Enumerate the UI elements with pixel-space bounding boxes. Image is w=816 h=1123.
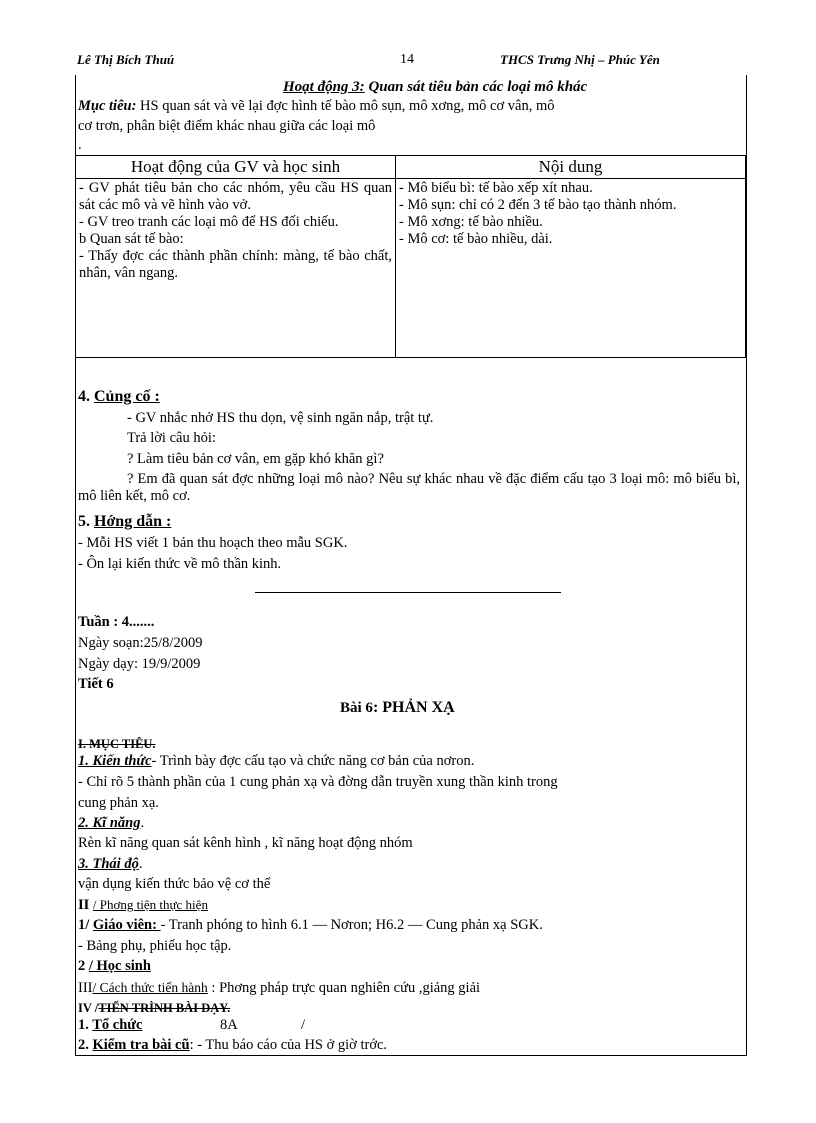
skill-dot: .	[140, 815, 145, 831]
org-slash: /	[301, 1017, 306, 1033]
student-label: / Học sinh	[88, 958, 151, 974]
content-line: - Mô xơng: tế bào nhiều.	[399, 214, 543, 230]
teacher-text: - Tranh phóng to hình 6.1 — Nơron; H6.2 — Cung phản xạ SGK.	[160, 917, 543, 933]
process-heading	[78, 1000, 230, 1017]
lesson-title-rest: : PHẢN XẠ	[372, 699, 455, 716]
attitude-text: vận dụng kiến thức bảo vệ cơ thể	[78, 876, 271, 892]
consolidation-line4: ? Em đã quan sát đợc những loại mô nào? Nêu sự khác nhau về đặc điểm cấu tạo 3 loại mô: mô biểu bì, mô liên kết, mô cơ.	[78, 471, 740, 504]
attitude-heading	[78, 856, 142, 873]
means-teacher	[78, 917, 543, 934]
guidance-title: Hớng dẫn :	[94, 513, 172, 530]
knowledge-label: 1. Kiến thức	[78, 753, 152, 769]
attitude-label: 3. Thái độ	[78, 856, 139, 872]
guidance-line2: - Ôn lại kiến thức về mô thần kinh.	[78, 556, 282, 572]
activity-table	[75, 155, 746, 358]
content-line: - Mô cơ: tế bào nhiều, dài.	[399, 231, 553, 247]
objective-dot: .	[78, 137, 82, 153]
activity3-objective	[78, 98, 554, 115]
knowledge-line	[78, 753, 474, 770]
means-student	[78, 958, 151, 975]
means-numeral: II	[78, 897, 93, 913]
method-text: : Phơng pháp trực quan nghiên cứu ,giảng giải	[207, 980, 481, 996]
knowledge-text: - Trình bày đợc cấu tạo và chức năng cơ bản của nơron.	[151, 753, 475, 769]
header-school: THCS Trưng Nhị – Phúc Yên	[500, 52, 660, 67]
teacher-line2: - Bảng phụ, phiếu học tập.	[78, 938, 232, 954]
means-student-num: 2	[78, 958, 89, 974]
skill-label: 2. Kĩ năng	[78, 815, 141, 831]
knowledge-line2: - Chỉ rõ 5 thành phần của 1 cung phản xạ và đờng dẫn truyền xung thần kinh trong	[78, 774, 558, 790]
check-label: Kiểm tra bài cũ	[92, 1037, 190, 1053]
content-line: - Mô biểu bì: tế bào xếp xít nhau.	[399, 180, 593, 196]
activity3-title	[283, 79, 587, 96]
header-author: Lê Thị Bích Thuú	[77, 52, 175, 67]
process-organization	[78, 1017, 306, 1034]
content-line: - Mô sụn: chỉ có 2 đến 3 tế bào tạo thành nhóm.	[399, 197, 677, 213]
objectives-heading-text: I. MỤC TIÊU.	[78, 737, 156, 751]
section-divider	[255, 592, 561, 593]
activity-line: - GV phát tiêu bản cho các nhóm, yêu cầu HS quan sát các mô và vẽ hình vào vở.	[79, 180, 392, 213]
process-check	[78, 1037, 387, 1054]
org-num: 1.	[78, 1017, 93, 1033]
skill-text: Rèn kĩ năng quan sát kênh hình , kĩ năng hoạt động nhóm	[78, 835, 413, 851]
table-cell-content	[396, 179, 746, 358]
guidance-number: 5.	[78, 513, 94, 530]
method-heading: / Cách thức tiến hành	[92, 980, 208, 995]
attitude-dot: .	[138, 856, 143, 872]
objective-line1: HS quan sát và vẽ lại đợc hình tế bào mô sụn, mô xơng, mô cơ vân, mô	[136, 98, 555, 114]
consolidation-number: 4.	[78, 388, 94, 405]
method-line	[78, 979, 480, 997]
guidance-line1: - Mỗi HS viết 1 bản thu hoạch theo mẫu SGK.	[78, 535, 348, 551]
process-heading-text: TIẾN TRÌNH BÀI DẠY.	[98, 1001, 231, 1015]
check-text: : - Thu báo cáo của HS ở giờ trớc.	[189, 1037, 388, 1053]
activity3-title-prefix: Hoạt động 3:	[283, 79, 365, 95]
guidance-heading	[78, 513, 171, 530]
lesson-period: Tiết 6	[78, 676, 114, 692]
objective-line2: cơ trơn, phân biệt điểm khác nhau giữa các loại mô	[78, 118, 376, 134]
process-numeral: IV /	[78, 1001, 99, 1015]
table-header-activity: Hoạt động của GV và học sinh	[76, 156, 396, 179]
activity3-title-rest: Quan sát tiêu bản các loại mô khác	[364, 79, 588, 95]
consolidation-line3: ? Làm tiêu bản cơ vân, em gặp khó khăn gì?	[127, 451, 384, 467]
means-heading	[78, 896, 208, 914]
consolidation-title: Củng cố :	[94, 388, 160, 405]
table-header-content: Nội dung	[396, 156, 746, 179]
org-label: Tổ chức	[92, 1017, 143, 1033]
header-page-number: 14	[400, 52, 414, 67]
activity-line: - Thấy đợc các thành phần chính: màng, tế bào chất, nhân, vân ngang.	[79, 248, 392, 281]
skill-heading	[78, 815, 144, 832]
lesson-taught-date: Ngày dạy: 19/9/2009	[78, 656, 201, 672]
knowledge-line3: cung phản xạ.	[78, 795, 159, 811]
check-num: 2.	[78, 1037, 93, 1053]
teacher-label: Giáo viên:	[92, 917, 161, 933]
lesson-prepared-date: Ngày soạn:25/8/2009	[78, 635, 203, 651]
table-cell-activity	[76, 179, 396, 358]
consolidation-heading	[78, 388, 160, 405]
means-heading-text: / Phơng tiện thực hiện	[92, 897, 208, 912]
means-teacher-num: 1/	[78, 917, 93, 933]
method-numeral: III	[78, 980, 93, 996]
activity-line: b Quan sát tế bào:	[79, 231, 184, 247]
lesson-title	[340, 699, 455, 717]
lesson-week: Tuần : 4.......	[78, 614, 155, 630]
activity-line: - GV treo tranh các loại mô để HS đối chiếu.	[79, 214, 339, 230]
objectives-heading	[78, 736, 156, 753]
org-class: 8A	[220, 1017, 238, 1033]
objective-label: Mục tiêu:	[78, 98, 137, 114]
lesson-title-prefix: Bài 6	[340, 700, 373, 716]
consolidation-line2: Trả lời câu hỏi:	[127, 430, 216, 446]
consolidation-line1: - GV nhắc nhở HS thu dọn, vệ sinh ngăn nắp, trật tự.	[127, 410, 434, 426]
